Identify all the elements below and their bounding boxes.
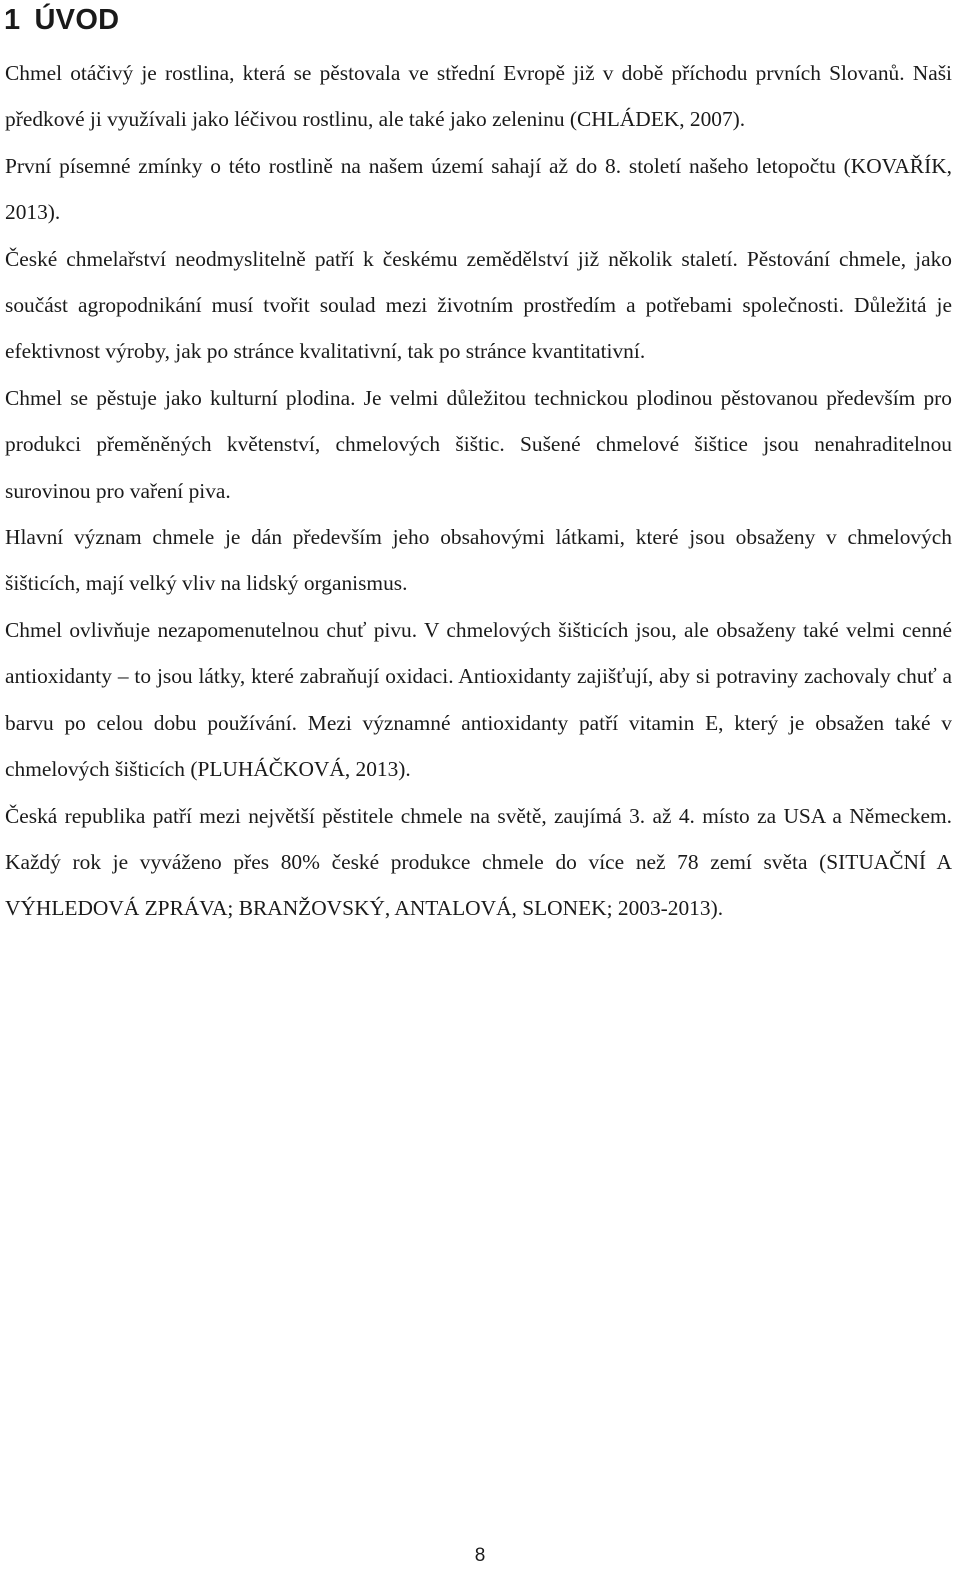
chapter-number: 1 bbox=[4, 4, 21, 36]
paragraph: První písemné zmínky o této rostlině na našem území sahají až do 8. století našeho letopočtu (KOVAŘÍK, 2013). bbox=[5, 153, 952, 225]
paragraph: České chmelařství neodmyslitelně patří k českému zemědělství již několik staletí. Pěstování chmele, jako součást agropodnikání musí tvořit soulad mezi životním prostředím a potřebami společnosti. Důležitá je efektivnost výroby, jak po stránce kvalitativní, tak po stránce kvantitativní. bbox=[5, 246, 952, 364]
paragraph: Česká republika patří mezi největší pěstitele chmele na světě, zaujímá 3. až 4. místo za USA a Německem. Každý rok je vyváženo přes 80% české produkce chmele do více než 78 zemí světa (SITUAČNÍ A VÝHLEDOVÁ ZPRÁVA; BRANŽOVSKÝ, ANTALOVÁ, SLONEK; 2003-2013). bbox=[5, 803, 952, 921]
page-number: 8 bbox=[474, 1545, 486, 1566]
paragraph: Chmel otáčivý je rostlina, která se pěstovala ve střední Evropě již v době příchodu prvních Slovanů. Naši předkové ji využívali jako léčivou rostlinu, ale také jako zeleninu (CHLÁDEK, 2007). bbox=[5, 61, 952, 132]
chapter-title: ÚVOD bbox=[34, 4, 120, 36]
paragraph: Hlavní význam chmele je dán především jeho obsahovými látkami, které jsou obsaženy v chmelových šišticích, mají velký vliv na lidský organismus. bbox=[5, 525, 952, 596]
body-text bbox=[5, 50, 952, 932]
paragraph: Chmel ovlivňuje nezapomenutelnou chuť pivu. V chmelových šišticích jsou, ale obsaženy také velmi cenné antioxidanty – to jsou látky, které zabraňují oxidaci. Antioxidanty zajišťují, aby si potraviny zachovaly chuť a barvu po celou dobu používání. Mezi významné antioxidanty patří vitamin E, který je obsažen také v chmelových šišticích (PLUHÁČKOVÁ, 2013). bbox=[5, 617, 952, 782]
chapter-heading bbox=[4, 0, 119, 40]
paragraph: Chmel se pěstuje jako kulturní plodina. Je velmi důležitou technickou plodinou pěstovanou především pro produkci přeměněných květenství, chmelových šištic. Sušené chmelové šištice jsou nenahraditelnou surovinou pro vaření piva. bbox=[5, 385, 952, 503]
